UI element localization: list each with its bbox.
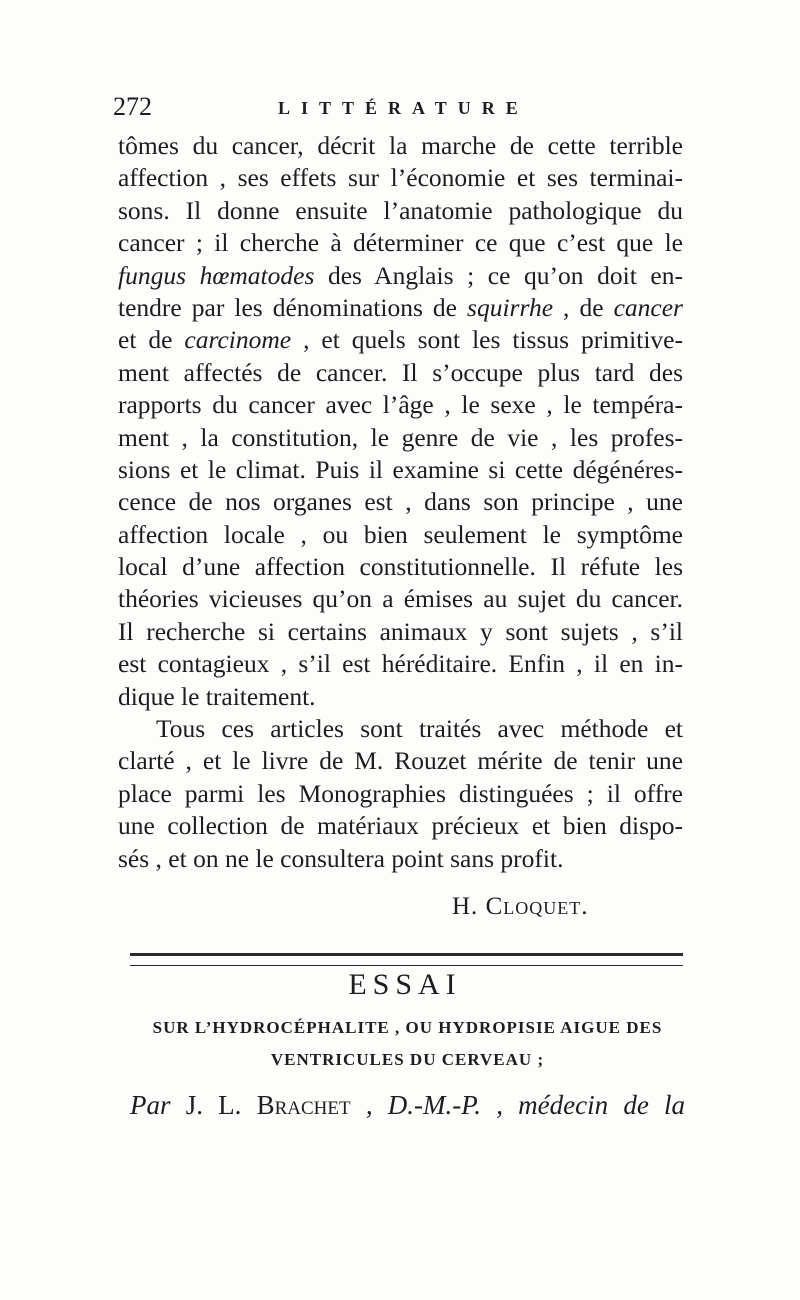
text-line: une collection de matériaux précieux et bien dispo- bbox=[118, 811, 683, 841]
text-line: Il recherche si certains animaux y sont sujets , s’il bbox=[118, 616, 683, 646]
italic-term: cancer bbox=[613, 292, 683, 322]
text-line: dique le traitement. bbox=[118, 681, 316, 711]
text-line: affection , ses effets sur l’économie et ses terminai- bbox=[118, 163, 683, 193]
text-line: affection locale , ou bien seulement le symptôme bbox=[118, 519, 683, 549]
essay-subtitle: SUR L’HYDROCÉPHALITE , OU HYDROPISIE AIGUE DES bbox=[152, 1018, 663, 1037]
text-line: rapports du cancer avec l’âge , le sexe , le tempéra- bbox=[118, 390, 683, 420]
page-header bbox=[113, 92, 693, 126]
byline-rest: médecin de la bbox=[518, 1090, 686, 1120]
page-number: 272 bbox=[113, 92, 152, 121]
text-fragment: et de bbox=[118, 325, 185, 355]
text-line: sés , et on ne le consultera point sans profit. bbox=[118, 843, 564, 873]
italic-term: fungus hœmatodes bbox=[118, 260, 315, 290]
essay-title: ESSAI bbox=[348, 968, 462, 1001]
text-line: ment , la constitution, le genre de vie , les profes- bbox=[118, 422, 683, 452]
essay-byline bbox=[130, 1090, 685, 1121]
byline-par: Par bbox=[130, 1090, 171, 1120]
byline-author: Brachet bbox=[256, 1090, 351, 1120]
text-line: clarté , et le livre de M. Rouzet mérite de tenir une bbox=[118, 746, 683, 776]
article-body bbox=[118, 130, 683, 875]
italic-term: squirrhe bbox=[467, 292, 554, 322]
text-line: local d’une affection constitutionnelle. Il réfute les bbox=[118, 552, 683, 582]
text-line: théories vicieuses qu’on a émises au sujet du cancer. bbox=[118, 584, 683, 614]
section-divider bbox=[130, 953, 683, 966]
text-line: tômes du cancer, décrit la marche de cette terrible bbox=[118, 131, 683, 160]
byline-initials: J. L. bbox=[170, 1090, 257, 1120]
text-line: Tous ces articles sont traités avec méthode et bbox=[156, 714, 683, 744]
text-line bbox=[118, 292, 683, 324]
text-line: sons. Il donne ensuite l’anatomie pathologique du bbox=[118, 195, 683, 225]
text-line bbox=[118, 324, 683, 356]
text-line: est contagieux , s’il est héréditaire. Enfin , il en in- bbox=[118, 649, 683, 679]
essay-subtitle: VENTRICULES DU CERVEAU ; bbox=[270, 1050, 545, 1069]
byline-degree: , D.-M.-P. , bbox=[350, 1090, 519, 1120]
italic-term: carcinome bbox=[184, 325, 292, 355]
text-fragment: , et quels sont les tissus primitive- bbox=[291, 325, 683, 355]
text-line: sions et le climat. Puis il examine si cette dégénéres- bbox=[118, 454, 683, 484]
signature-initial: H. bbox=[452, 893, 486, 920]
author-signature bbox=[452, 893, 588, 921]
signature-name: Cloquet. bbox=[485, 893, 589, 920]
text-line bbox=[118, 260, 683, 292]
text-fragment: tendre par les dénominations de bbox=[118, 292, 468, 322]
text-line: ment affectés de cancer. Il s’occupe plus tard des bbox=[118, 357, 683, 387]
text-line: cancer ; il cherche à déterminer ce que c’est que le bbox=[118, 228, 683, 258]
text-fragment: , de bbox=[553, 292, 614, 322]
text-line: place parmi les Monographies distinguées ; il offre bbox=[118, 778, 683, 808]
text-line: cence de nos organes est , dans son principe , une bbox=[118, 487, 683, 517]
text-fragment: des Anglais ; ce qu’on doit en- bbox=[314, 260, 683, 290]
running-head: LITTÉRATURE bbox=[278, 98, 529, 118]
